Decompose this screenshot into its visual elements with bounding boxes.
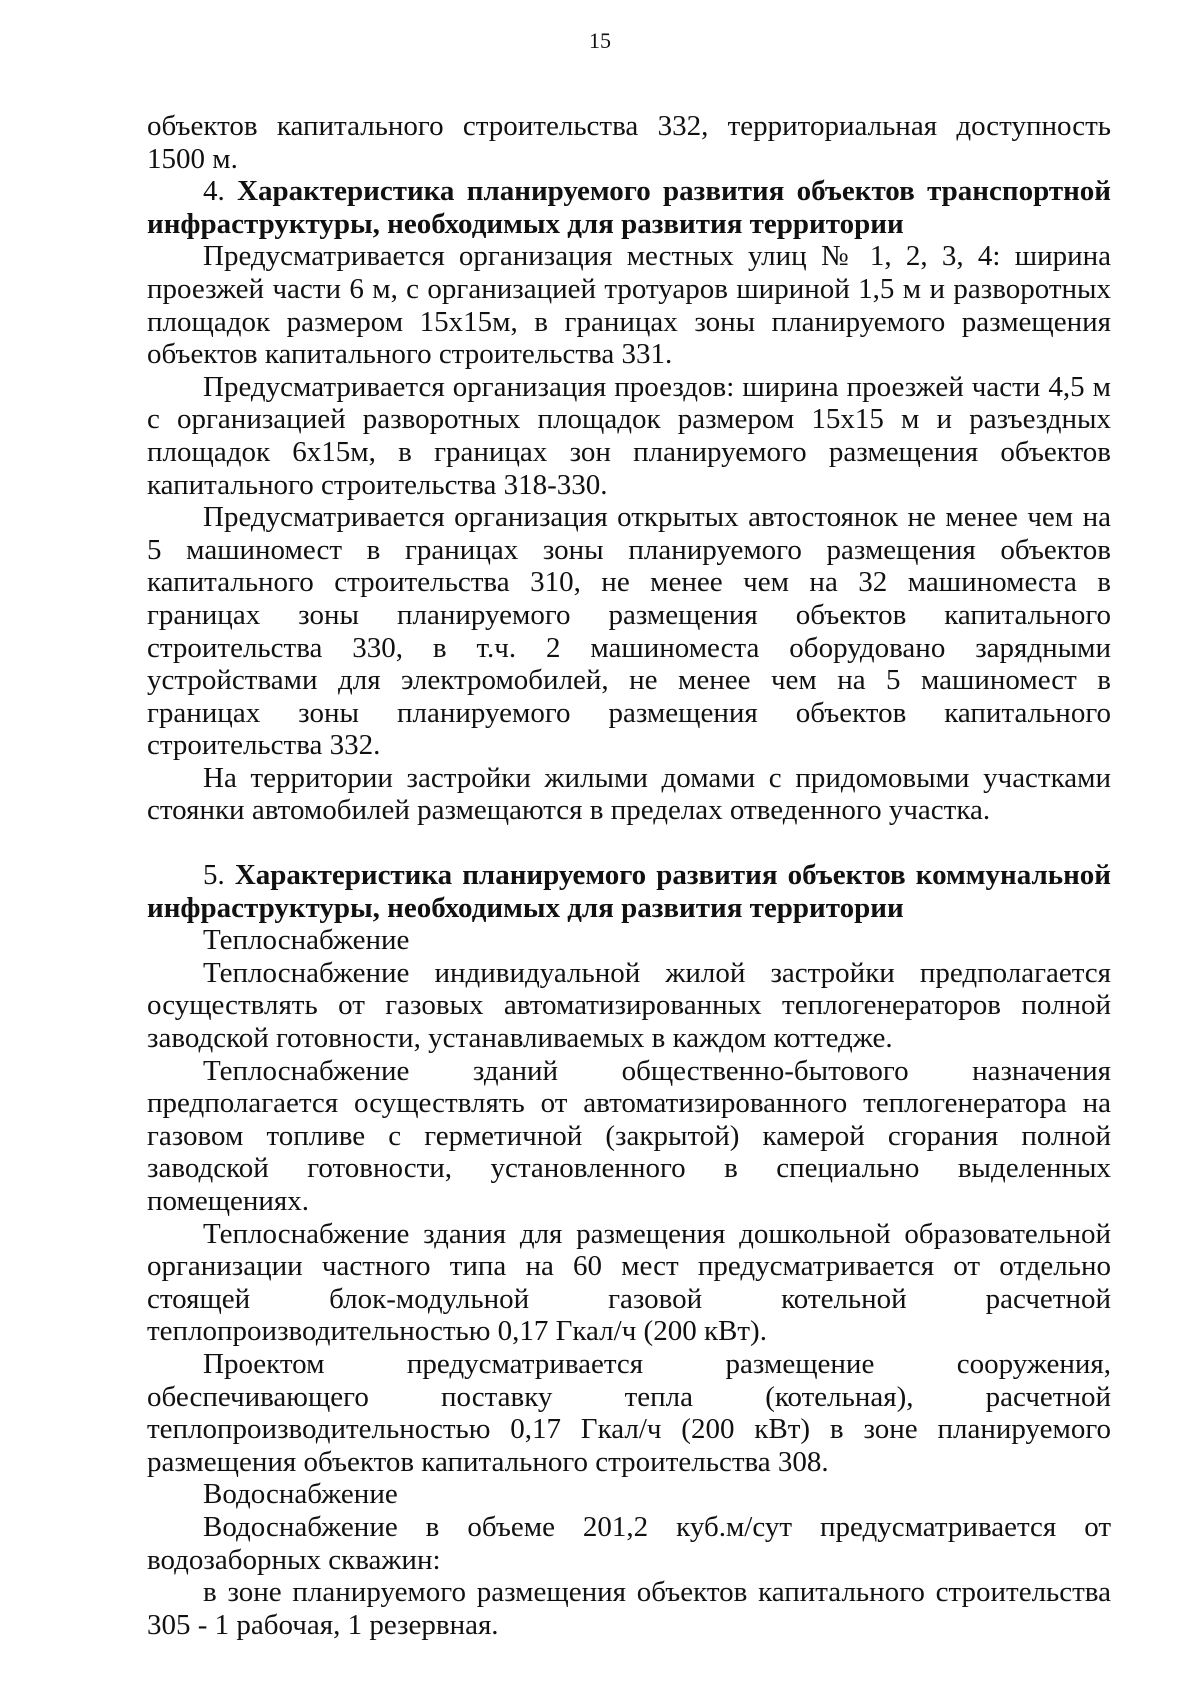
section-number: 5. [203, 859, 225, 892]
section-heading-5 [147, 859, 1111, 924]
page-number: 15 [589, 28, 611, 53]
paragraph: Теплоснабжение индивидуальной жилой застройки предполагается осуществлять от газовых автоматизированных теплогенераторов полной заводской готовности, устанавливаемых в каждом коттедже. [147, 956, 1111, 1055]
paragraph: в зоне планируемого размещения объектов капитального строительства 305 - 1 рабочая, 1 резервная. [147, 1576, 1111, 1641]
section-spacer [147, 827, 1111, 859]
paragraph: Водоснабжение в объеме 201,2 куб.м/сут предусматривается от водозаборных скважин: [147, 1510, 1111, 1576]
paragraph: Теплоснабжение зданий общественно-бытового назначения предполагается осуществлять от автоматизированного теплогенератора на газовом топливе с герметичной (закрытой) камерой сгорания полной заводской готовности, установленного в специально выделенных помещениях. [147, 1054, 1111, 1217]
section-number: 4. [203, 175, 225, 208]
paragraph: Предусматривается организация проездов: ширина проезжей части 4,5 м с организацией разворотных площадок размером 15х15 м и разъездных площадок 6х15м, в границах зон планируемого размещения объектов капитального строительства 318-330. [147, 370, 1111, 501]
subsection-title: Водоснабжение [203, 1478, 398, 1511]
subsection-title: Теплоснабжение [203, 924, 410, 957]
section-title: Характеристика планируемого развития объектов транспортной инфраструктуры, необходимых для развития территории [147, 175, 1112, 240]
paragraph: объектов капитального строительства 332, территориальная доступность 1500 м. [147, 110, 1111, 175]
paragraph: Предусматривается организация открытых автостоянок не менее чем на 5 машиномест в границах зоны планируемого размещения объектов капитального строительства 310, не менее чем на 32 машиноместа в границах зоны планируемого размещения объектов капитального строительства 330, в т.ч. 2 машиноместа оборудовано зарядными устройствами для электромобилей, не менее чем на 5 машиномест в границах зоны планируемого размещения объектов капитального строительства 332. [147, 501, 1111, 762]
paragraph: Предусматривается организация местных улиц № 1, 2, 3, 4: ширина проезжей части 6 м, с организацией тротуаров шириной 1,5 м и разворотных площадок размером 15х15м, в границах зоны планируемого размещения объектов капитального строительства 331. [147, 240, 1111, 371]
paragraph: На территории застройки жилыми домами с придомовыми участками стоянки автомобилей размещаются в пределах отведенного участка. [147, 761, 1111, 827]
paragraph: Теплоснабжение здания для размещения дошкольной образовательной организации частного типа на 60 мест предусматривается от отдельно стоящей блок-модульной газовой котельной расчетной теплопроизводительностью 0,17 Гкал/ч (200 кВт). [147, 1217, 1111, 1348]
section-title: Характеристика планируемого развития объектов коммунальной инфраструктуры, необходимых для развития территории [147, 859, 1112, 924]
document-body [147, 110, 1111, 1641]
section-heading-4 [147, 175, 1111, 240]
paragraph: Проектом предусматривается размещение сооружения, обеспечивающего поставку тепла (котельная), расчетной теплопроизводительностью 0,17 Гкал/ч (200 кВт) в зоне планируемого размещения объектов капитального строительства 308. [147, 1347, 1111, 1478]
